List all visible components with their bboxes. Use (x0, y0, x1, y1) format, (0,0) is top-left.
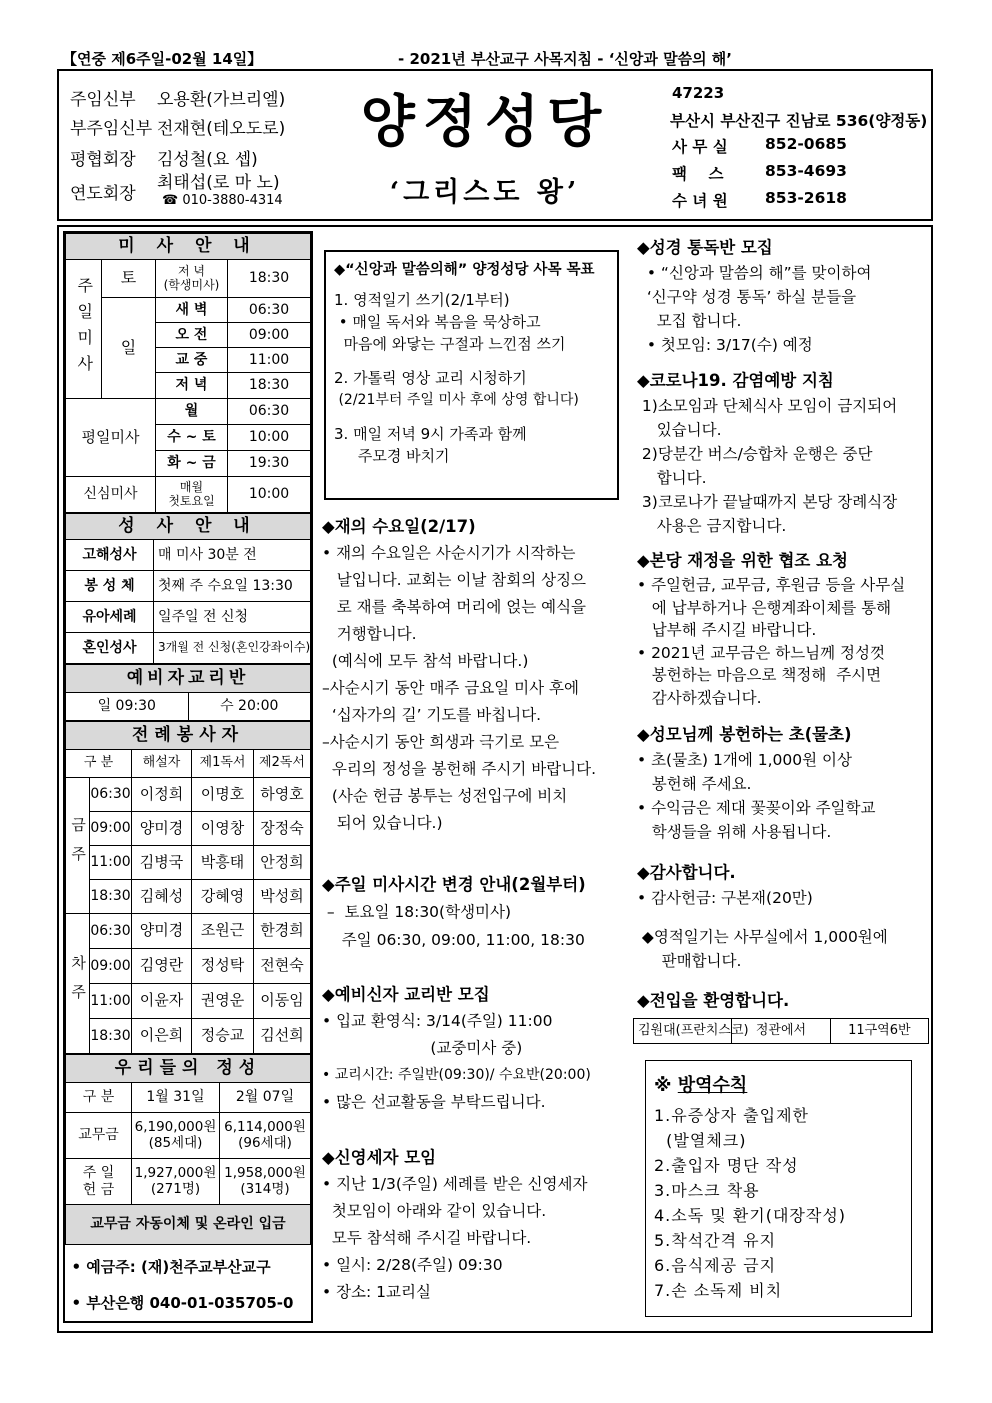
section-line: 첫모임이 아래와 같이 있습니다. (322, 1202, 547, 1220)
servers-header: 해설자 (132, 750, 192, 778)
contact-value: 853-4693 (765, 162, 847, 180)
church-patron: ‘그리스도 왕’ (389, 177, 581, 208)
sun-label: 일 (102, 298, 156, 399)
church-name: 양정성당 (360, 89, 610, 155)
newcomer-origin: 정관에서 (732, 1019, 830, 1044)
server-name: 김선희 (254, 1019, 311, 1054)
covid-section (637, 368, 897, 538)
section-line: 3)코로나가 끝날때까지 본당 장례식장 (637, 493, 898, 511)
mass-time: 09:00 (90, 949, 132, 984)
section-line: • 교리시간: 주일반(09:30)/ 수요반(20:00) (322, 1067, 591, 1083)
section-title: ◆성모님께 봉헌하는 초(물초) (637, 725, 852, 744)
server-name: 장정숙 (254, 812, 311, 846)
liturgy-servers-table (65, 721, 311, 1054)
section-line: – 토요일 18:30(학생미사) (322, 903, 512, 921)
section-line: ‘신구약 성경 통독’ 하실 분들을 (637, 288, 857, 306)
contact-label: 수 녀 원 (672, 192, 728, 210)
section-line: –사순시기 동안 희생과 극기로 모은 (322, 733, 560, 751)
schedule-change-section (322, 872, 586, 954)
section-title: ◆재의 수요일(2/17) (322, 517, 476, 536)
group-label: 금주 (66, 778, 90, 914)
quarantine-item: 7.손 소독제 비치 (654, 1281, 783, 1300)
section-line: • 초(물초) 1개에 1,000원 이상 (637, 751, 852, 769)
section-line: (교중미사 중) (322, 1039, 523, 1057)
sun-mass-name: 교 중 (156, 348, 228, 373)
sun-mass-time: 11:00 (228, 348, 311, 373)
issue-date: 【연중 제6주일-02월 14일】 (62, 50, 263, 68)
quarantine-item: (발열체크) (654, 1131, 747, 1150)
section-line: 학생들을 위해 사용됩니다. (637, 823, 832, 841)
sat-label: 토 (102, 260, 156, 298)
server-name: 조원근 (192, 914, 254, 949)
section-line: 봉헌해 주세요. (637, 775, 752, 793)
section-title: ◆본당 재정을 위한 협조 요청 (637, 551, 848, 570)
quarantine-title (654, 1071, 903, 1097)
quarantine-box (645, 1060, 912, 1317)
server-name: 정승교 (192, 1019, 254, 1054)
offering-title: 우리들의 정성 (66, 1055, 311, 1083)
group-label: 차주 (66, 914, 90, 1054)
welcome-table (633, 1018, 929, 1044)
quarantine-title-text: 방역수칙 (677, 1075, 748, 1096)
postal-code: 47223 (672, 84, 725, 102)
server-name: 강혜영 (192, 880, 254, 914)
devotion-day: 매월 첫토요일 (156, 477, 228, 513)
catechumen-table (65, 664, 311, 721)
sacrament-name: 고해성사 (66, 540, 154, 571)
contact-label: 사 무 실 (672, 138, 728, 156)
server-name: 권영운 (192, 984, 254, 1019)
weekday-day: 월 (156, 399, 228, 425)
servers-header: 제1독서 (192, 750, 254, 778)
section-line: • 감사헌금: 구본재(20만) (637, 889, 813, 907)
section-line: 1)소모임과 단체식사 모임이 금지되어 (637, 397, 898, 415)
quarantine-item: 4.소독 및 환기(대장작성) (654, 1206, 847, 1225)
section-title: ◆코로나19. 감염예방 지침 (637, 371, 834, 390)
contact-label: 팩 스 (672, 165, 724, 183)
section-title: ◆감사합니다. (637, 863, 736, 882)
goal-line: 2. 가톨릭 영상 교리 시청하기 (334, 369, 527, 387)
server-name: 김영란 (132, 949, 192, 984)
sacrament-table (65, 513, 311, 664)
section-line: 납부해 주시길 바랍니다. (637, 621, 817, 639)
section-line: 우리의 정성을 봉헌해 주시기 바랍니다. (322, 760, 597, 778)
newcomer-district: 11구역6반 (830, 1019, 928, 1044)
server-name: 하영호 (254, 778, 311, 812)
section-line: 로 재를 축복하여 머리에 얹는 예식을 (322, 598, 587, 616)
devotion-mass-label: 신심미사 (66, 477, 156, 513)
section-title: ◆성경 통독반 모집 (637, 238, 773, 257)
sacrament-info: 매 미사 30분 전 (154, 540, 311, 571)
section-line: • 입교 환영식: 3/14(주일) 11:00 (322, 1012, 553, 1030)
servers-header: 제2독서 (254, 750, 311, 778)
staff-name: 김성철(요 셉) (157, 150, 258, 170)
goal-line: (2/21부터 주일 미사 후에 상영 합니다) (334, 392, 579, 408)
sunday-mass-label: 주일미사 (66, 260, 102, 399)
finance-section (637, 548, 905, 709)
quarantine-item: 2.출입자 명단 작성 (654, 1156, 799, 1175)
server-name: 전현숙 (254, 949, 311, 984)
account-holder: • 예금주: (재)천주교부산교구 (71, 1258, 271, 1276)
sun-mass-name: 오 전 (156, 323, 228, 348)
diary-sale-section (637, 925, 888, 973)
mass-time: 06:30 (90, 914, 132, 949)
section-line: • 수익금은 제대 꽃꽂이와 주일학교 (637, 799, 876, 817)
servers-header: 구 분 (66, 750, 132, 778)
sun-mass-name: 저 녁 (156, 373, 228, 399)
servers-title: 전례봉사자 (66, 722, 311, 750)
offering-header: 2월 07일 (220, 1083, 311, 1113)
sun-mass-name: 새 벽 (156, 298, 228, 323)
offering-value: 6,190,000원 (85세대) (132, 1113, 220, 1159)
auto-transfer-title: 교무금 자동이체 및 온라인 입금 (66, 1205, 311, 1245)
server-name: 이윤자 (132, 984, 192, 1019)
server-name: 이영창 (192, 812, 254, 846)
section-line: • 장소: 1교리실 (322, 1283, 431, 1301)
weekday-day: 수 ~ 토 (156, 425, 228, 451)
quarantine-item: 1.유증상자 출입제한 (654, 1106, 809, 1125)
staff-role: 평협회장 (70, 150, 136, 170)
offering-value: 6,114,000원 (96세대) (220, 1113, 311, 1159)
section-line: ◆영적일기는 사무실에서 1,000원에 (637, 928, 888, 946)
catechumen-title: 예비자교리반 (66, 665, 311, 693)
staff-phone: ☎ 010-3880-4314 (162, 193, 283, 208)
bible-reading-section (637, 235, 871, 357)
staff-role: 주임신부 (70, 90, 136, 110)
mass-time: 06:30 (90, 778, 132, 812)
sun-mass-time: 18:30 (228, 373, 311, 399)
mass-time: 18:30 (90, 1019, 132, 1054)
section-line: (예식에 모두 참석 바랍니다.) (322, 652, 529, 670)
server-name: 한경희 (254, 914, 311, 949)
server-name: 박성희 (254, 880, 311, 914)
server-name: 김혜성 (132, 880, 192, 914)
goal-line: 3. 매일 저녁 9시 가족과 함께 (334, 425, 527, 443)
sat-mass-name: 저 녁 (학생미사) (156, 260, 228, 298)
server-name: 이동임 (254, 984, 311, 1019)
sun-mass-time: 06:30 (228, 298, 311, 323)
ash-wednesday-section (322, 514, 596, 837)
offering-value: 1,927,000원 (271명) (132, 1159, 220, 1205)
quarantine-item: 6.음식제공 금지 (654, 1256, 777, 1275)
offering-label: 주 일 헌 금 (66, 1159, 132, 1205)
section-line: 합니다. (637, 469, 707, 487)
section-title: ◆주일 미사시간 변경 안내(2월부터) (322, 875, 586, 894)
section-line: –사순시기 동안 매주 금요일 미사 후에 (322, 679, 579, 697)
contact-value: 853-2618 (765, 189, 847, 207)
section-line: 에 납부하거나 은행계좌이체를 통해 (637, 598, 892, 617)
staff-role: 부주임신부 (70, 119, 153, 139)
sacrament-info: 3개월 전 신청(혼인강좌이수) (154, 633, 311, 664)
address: 부산시 부산진구 진남로 536(양정동) (670, 112, 928, 130)
mass-time: 18:30 (90, 880, 132, 914)
sacrament-name: 혼인성사 (66, 633, 154, 664)
section-line: 날입니다. 교회는 이날 참회의 상징으 (322, 571, 587, 589)
section-line: 감사하겠습니다. (637, 688, 762, 707)
weekday-time: 10:00 (228, 425, 311, 451)
left-column (63, 231, 313, 1323)
weekday-day: 화 ~ 금 (156, 451, 228, 477)
sacrament-name: 유아세례 (66, 602, 154, 633)
section-title: ◆신영세자 모임 (322, 1148, 437, 1167)
section-line: 있습니다. (637, 421, 722, 439)
contact-value: 852-0685 (765, 135, 847, 153)
reference-mark: ※ (654, 1075, 678, 1096)
server-name: 김병국 (132, 846, 192, 880)
catechumen-recruit-section (322, 982, 591, 1116)
section-line: 판매합니다. (637, 952, 742, 970)
section-line: 봉헌하는 마음으로 책정해 주시면 (637, 666, 882, 684)
section-title: ◆예비신자 교리반 모집 (322, 985, 490, 1004)
quarantine-item: 3.마스크 착용 (654, 1181, 760, 1200)
section-line: 모집 합니다. (637, 312, 742, 330)
sacrament-info: 일주일 전 신청 (154, 602, 311, 633)
section-line: 2)당분간 버스/승합차 운행은 중단 (637, 445, 873, 463)
catechumen-time: 일 09:30 (66, 693, 189, 721)
diocese-guideline: - 2021년 부산교구 사목지침 - ‘신앙과 말씀의 해’ (398, 50, 732, 68)
offering-table (65, 1054, 311, 1325)
offering-header: 구 분 (66, 1083, 132, 1113)
section-line: • 지난 1/3(주일) 세례를 받은 신영세자 (322, 1175, 588, 1193)
section-line: • “신앙과 말씀의 해”를 맞이하여 (637, 264, 872, 282)
sat-mass-time: 18:30 (228, 260, 311, 298)
section-line: 모두 참석해 주시길 바랍니다. (322, 1229, 532, 1247)
offering-header: 1월 31일 (132, 1083, 220, 1113)
section-line: • 많은 선교활동을 부탁드립니다. (322, 1093, 546, 1111)
section-line: • 주일헌금, 교무금, 후원금 등을 사무실 (637, 576, 906, 594)
weekday-mass-label: 평일미사 (66, 399, 156, 477)
account-number: • 부산은행 040-01-035705-0 (71, 1294, 294, 1312)
mass-time: 11:00 (90, 846, 132, 880)
staff-role: 연도회장 (70, 184, 136, 204)
weekday-time: 06:30 (228, 399, 311, 425)
staff-name: 오용환(가브리엘) (157, 90, 286, 110)
offering-value: 1,958,000원 (314명) (220, 1159, 311, 1205)
mass-time: 09:00 (90, 812, 132, 846)
devotion-time: 10:00 (228, 477, 311, 513)
sacrament-name: 봉 성 체 (66, 571, 154, 602)
section-line: 주일 06:30, 09:00, 11:00, 18:30 (322, 931, 585, 949)
section-line: • 2021년 교무금은 하느님께 정성껏 (637, 643, 885, 662)
section-title: ◆전입을 환영합니다. (637, 991, 790, 1010)
goal-line: 주모경 바치기 (334, 447, 450, 465)
staff-name: 전재현(테오도로) (157, 119, 286, 139)
sacrament-title: 성 사 안 내 (66, 514, 311, 540)
goal-line: 1. 영적일기 쓰기(2/1부터) (334, 291, 510, 309)
mass-title: 미 사 안 내 (66, 234, 311, 260)
pastoral-goal-box (324, 250, 619, 500)
server-name: 양미경 (132, 914, 192, 949)
mass-table (65, 233, 311, 513)
section-line: 되어 있습니다.) (322, 814, 443, 832)
newcomer-name: 김원대(프란치스코) (634, 1019, 732, 1044)
neophyte-section (322, 1145, 587, 1306)
welcome-section (637, 988, 789, 1014)
sacrament-info: 첫째 주 수요일 13:30 (154, 571, 311, 602)
server-name: 안정희 (254, 846, 311, 880)
section-line: 거행합니다. (322, 625, 417, 643)
section-line: (사순 헌금 봉투는 성전입구에 비치 (322, 787, 568, 805)
server-name: 박흥태 (192, 846, 254, 880)
catechumen-time: 수 20:00 (188, 693, 311, 721)
section-line: • 일시: 2/28(주일) 09:30 (322, 1256, 503, 1274)
staff-name: 최태섭(로 마 노) (157, 173, 280, 193)
server-name: 이은희 (132, 1019, 192, 1054)
weekday-time: 19:30 (228, 451, 311, 477)
server-name: 정성탁 (192, 949, 254, 984)
server-name: 이정희 (132, 778, 192, 812)
server-name: 이명호 (192, 778, 254, 812)
quarantine-item: 5.착석간격 유지 (654, 1231, 777, 1250)
section-line: • 첫모임: 3/17(수) 예정 (637, 336, 813, 354)
candle-section (637, 722, 875, 844)
server-name: 양미경 (132, 812, 192, 846)
section-line: ‘십자가의 길’ 기도를 바칩니다. (322, 706, 542, 724)
goal-line: • 매일 독서와 복음을 묵상하고 (334, 313, 541, 331)
sun-mass-time: 09:00 (228, 323, 311, 348)
section-line: 사용은 금지합니다. (637, 517, 787, 535)
thanks-section (637, 860, 813, 910)
section-line: • 재의 수요일은 사순시기가 시작하는 (322, 544, 576, 562)
pastoral-goal-title: ◆“신앙과 말씀의해” 양정성당 사목 목표 (334, 262, 595, 278)
mass-time: 11:00 (90, 984, 132, 1019)
offering-label: 교무금 (66, 1113, 132, 1159)
goal-line: 마음에 와닿는 구절과 느낀점 쓰기 (334, 335, 566, 353)
